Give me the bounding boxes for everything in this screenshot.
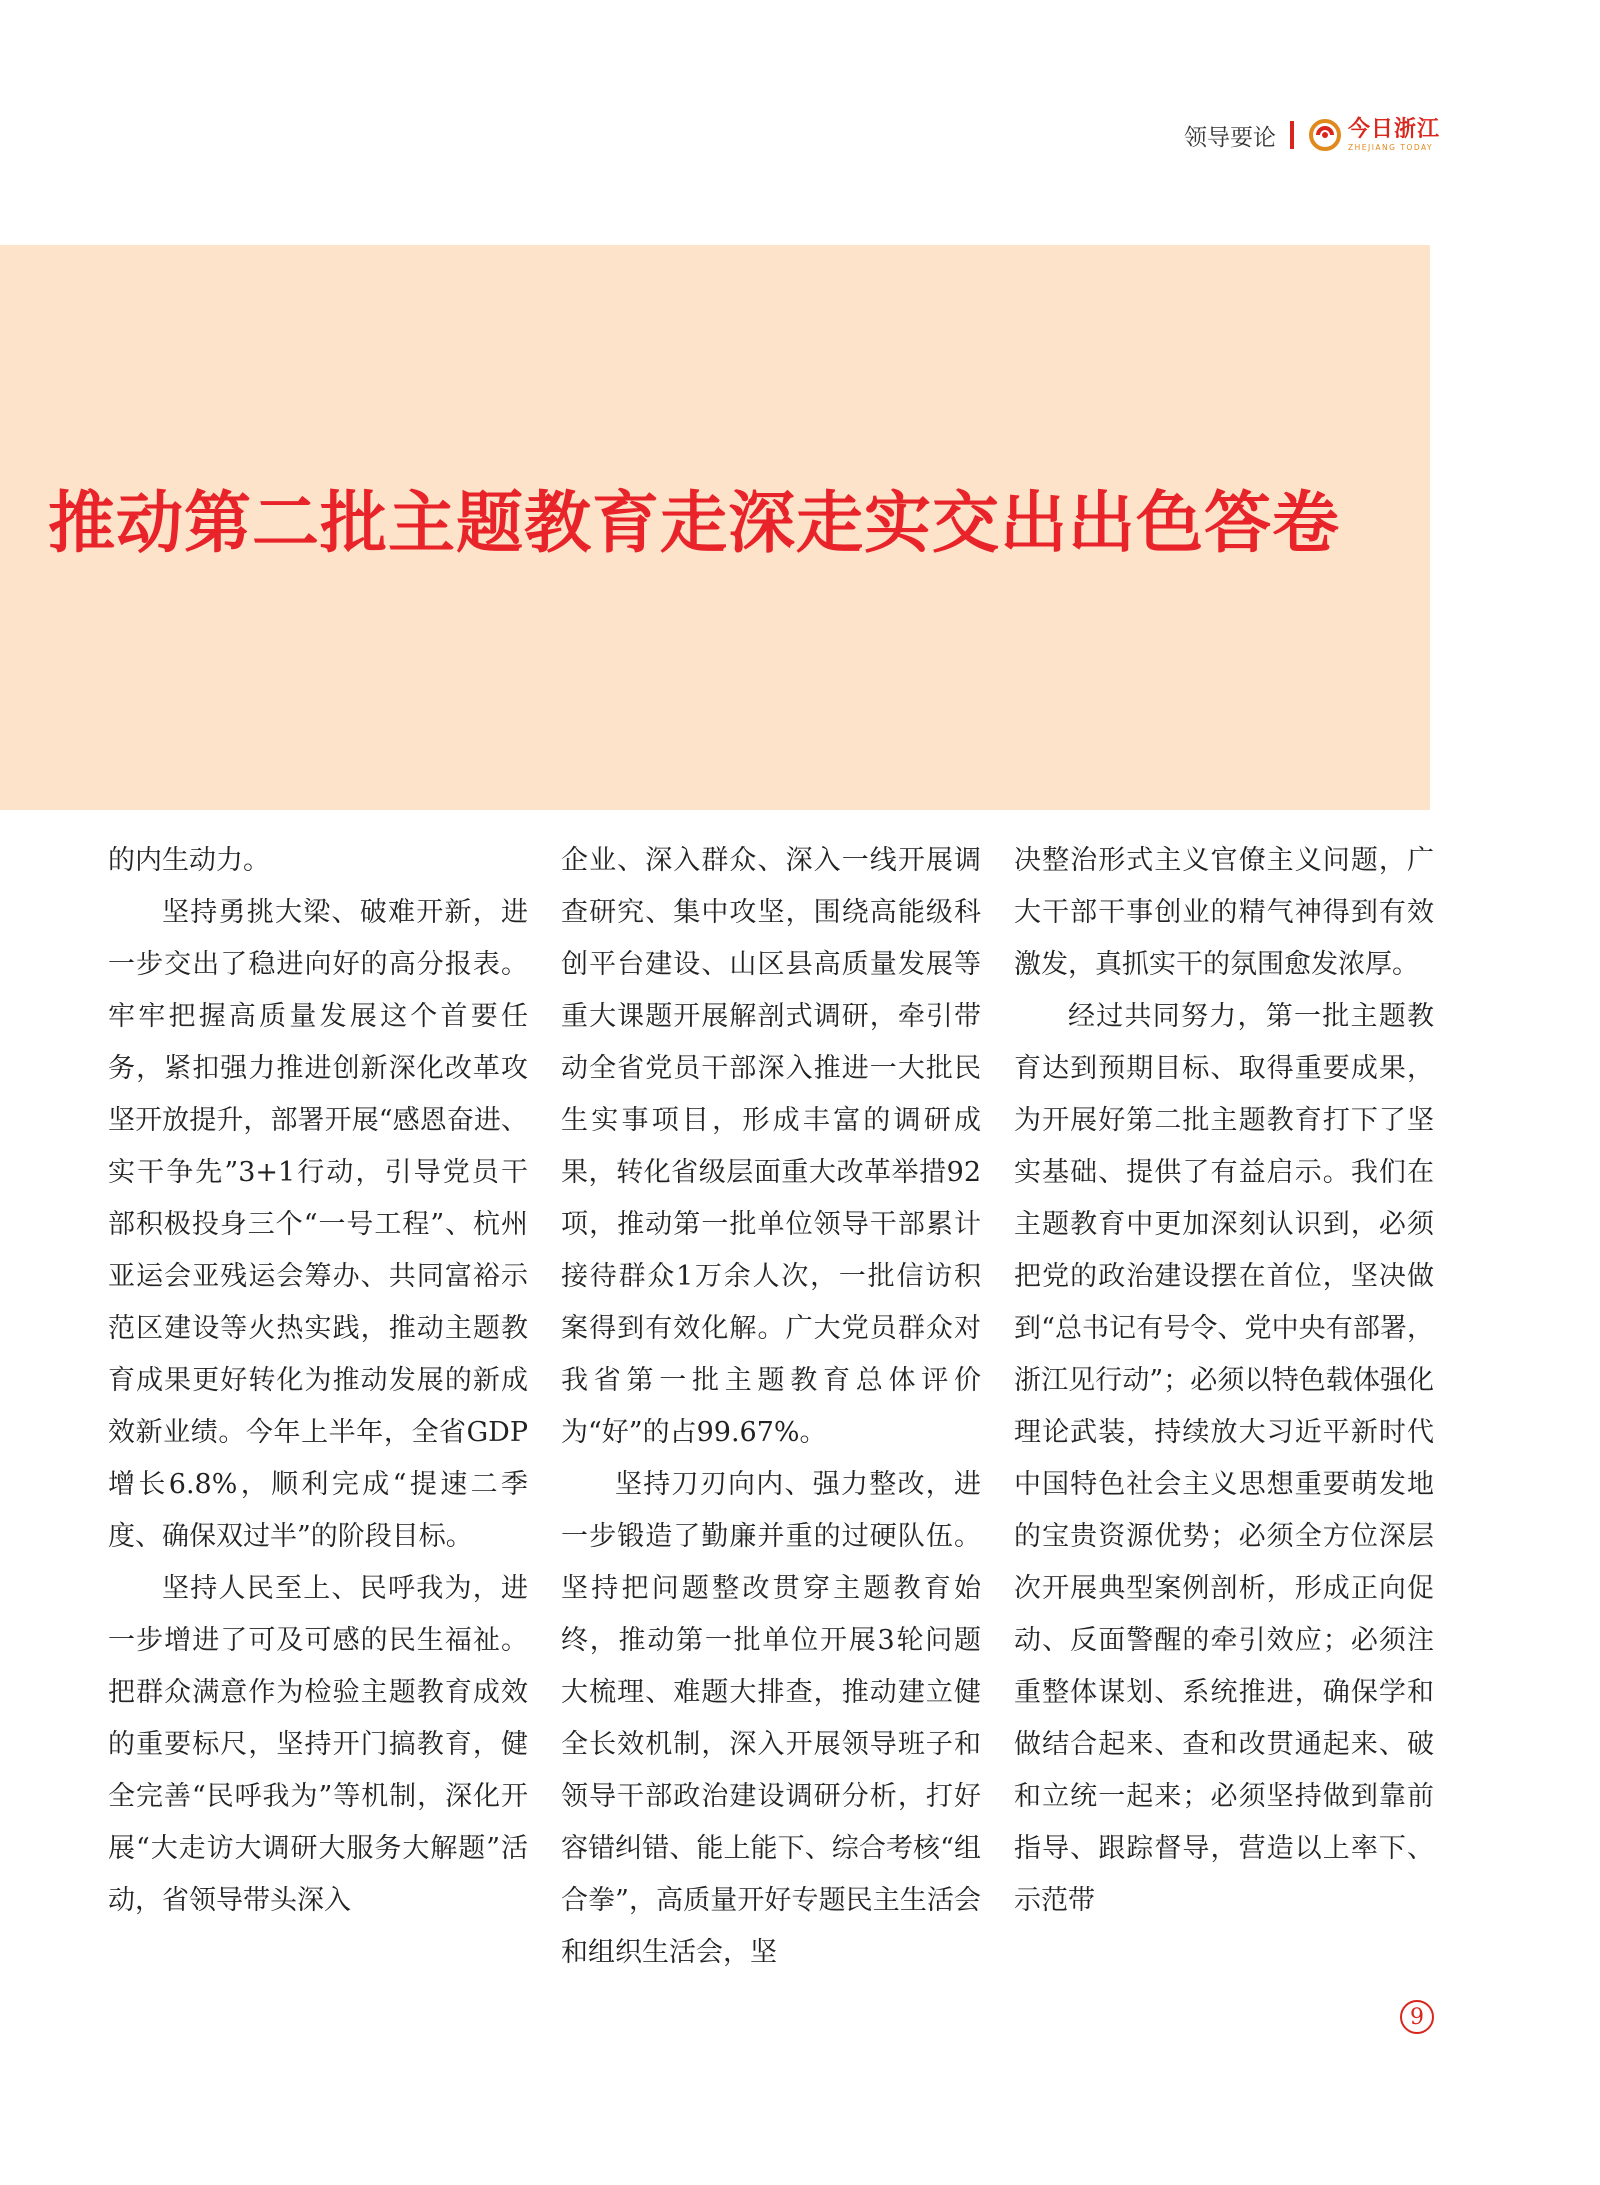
text-column [561, 835, 981, 1979]
logo-wordmark: 今日浙江 [1347, 116, 1440, 142]
section-label: 领导要论 [1183, 124, 1276, 151]
paragraph: 坚持刀刃向内、强力整改，进一步锻造了勤廉并重的过硬队伍。坚持把问题整改贯穿主题教育始终，推动第一批单位开展3轮问题大梳理、难题大排查，推动建立健全长效机制，深入开展领导班子和领导干部政治建设调研分析，打好容错纠错、能上能下、综合考核“组合拳”，高质量开好专题民主生活会和组织生活会，坚 [561, 1469, 981, 1968]
logo-swirl-icon [1308, 118, 1342, 152]
article-body [108, 835, 1434, 1979]
paragraph: 经过共同努力，第一批主题教育达到预期目标、取得重要成果，为开展好第二批主题教育打下了坚实基础、提供了有益启示。我们在主题教育中更加深刻认识到，必须把党的政治建设摆在首位，坚决做到“总书记有号令、党中央有部署，浙江见行动”；必须以特色载体强化理论武装，持续放大习近平新时代中国特色社会主义思想重要萌发地的宝贵资源优势；必须全方位深层次开展典型案例剖析，形成正向促动、反面警醒的牵引效应；必须注重整体谋划、系统推进，确保学和做结合起来、查和改贯通起来、破和立统一起来；必须坚持做到靠前指导、跟踪督导，营造以上率下、示范带 [1014, 1001, 1434, 1916]
paragraph: 决整治形式主义官僚主义问题，广大干部干事创业的精气神得到有效激发，真抓实干的氛围愈发浓厚。 [1014, 845, 1434, 980]
paragraph: 的内生动力。 [108, 845, 270, 876]
paragraph: 坚持勇挑大梁、破难开新，进一步交出了稳进向好的高分报表。牢牢把握高质量发展这个首要任务，紧扣强力推进创新深化改革攻坚开放提升，部署开展“感恩奋进、实干争先”3+1行动，引导党员干部积极投身三个“一号工程”、杭州亚运会亚残运会筹办、共同富裕示范区建设等火热实践，推动主题教育成果更好转化为推动发展的新成效新业绩。今年上半年，全省GDP增长6.8%，顺利完成“提速二季度、确保双过半”的阶段目标。 [108, 897, 528, 1552]
page-header [1184, 118, 1440, 152]
paragraph: 企业、深入群众、深入一线开展调查研究、集中攻坚，围绕高能级科创平台建设、山区县高质量发展等重大课题开展解剖式调研，牵引带动全省党员干部深入推进一大批民生实事项目，形成丰富的调研成果，转化省级层面重大改革举措92项，推动第一批单位领导干部累计接待群众1万余人次，一批信访积案得到有效化解。广大党员群众对我省第一批主题教育总体评价为“好”的占99.67%。 [561, 845, 981, 1448]
magazine-logo [1308, 118, 1440, 152]
text-column [108, 835, 528, 1979]
text-column [1014, 835, 1434, 1979]
header-divider [1290, 121, 1294, 149]
logo-english: ZHEJIANG TODAY [1347, 142, 1434, 152]
article-title: 推动第二批主题教育走深走实交出出色答卷 [48, 484, 1340, 562]
page-number: 9 [1400, 2000, 1434, 2034]
paragraph: 坚持人民至上、民呼我为，进一步增进了可及可感的民生福祉。把群众满意作为检验主题教育成效的重要标尺，坚持开门搞教育，健全完善“民呼我为”等机制，深化开展“大走访大调研大服务大解题”活动，省领导带头深入 [108, 1573, 528, 1916]
